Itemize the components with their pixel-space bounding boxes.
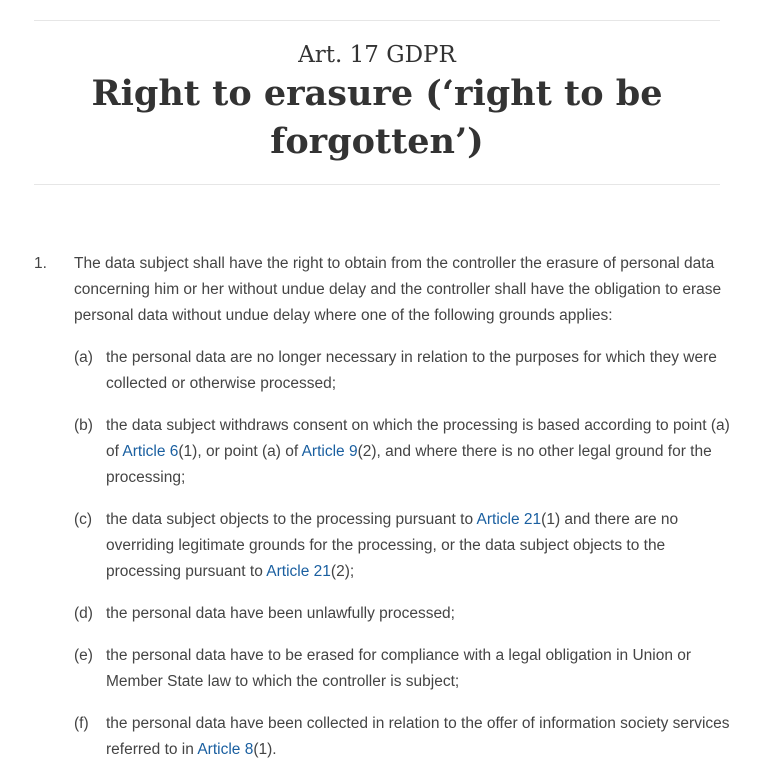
item-label: (c) — [74, 511, 93, 528]
item-text: the personal data have to be erased for compliance with a legal obligation in Union or Member State law to which the controller is subject; — [106, 647, 692, 690]
item-label: (f) — [74, 715, 89, 732]
list-item-f — [74, 711, 734, 763]
list-item-d — [74, 601, 734, 627]
item-text: (1) and there are no overriding legitimate grounds for the processing, or the data subject objects to the processing pursuant to — [106, 511, 679, 580]
item-text: the personal data have been unlawfully processed; — [106, 605, 455, 622]
article-9-link[interactable]: Article 9 — [301, 443, 358, 460]
list-item-c — [74, 507, 734, 585]
article-title: Right to erasure (‘right to be forgotten’) — [91, 73, 663, 162]
paragraph-number: 1. — [34, 255, 47, 272]
article-21-link[interactable]: Article 21 — [266, 563, 331, 580]
item-text: the personal data have been collected in relation to the offer of information society services referred to in — [106, 715, 730, 758]
item-text: the data subject withdraws consent on which the processing is based according to point (a) of — [106, 417, 730, 460]
article-header — [34, 40, 720, 166]
item-label: (d) — [74, 605, 93, 622]
list-item-a — [74, 345, 734, 397]
article-8-link[interactable]: Article 8 — [197, 741, 254, 758]
header-bottom-divider — [34, 184, 720, 185]
item-label: (b) — [74, 417, 93, 434]
item-text: the personal data are no longer necessary in relation to the purposes for which they were collected or otherwise processed; — [106, 349, 717, 392]
item-text: (1), or point (a) of — [178, 443, 302, 460]
article-21-link[interactable]: Article 21 — [476, 511, 542, 528]
article-6-link[interactable]: Article 6 — [122, 443, 179, 460]
item-text: (2); — [330, 563, 355, 580]
item-text: the data subject objects to the processing pursuant to — [106, 511, 477, 528]
list-item-b — [74, 413, 734, 491]
item-label: (e) — [74, 647, 93, 664]
article-content — [34, 251, 734, 779]
list-item-e — [74, 643, 734, 695]
item-label: (a) — [74, 349, 93, 366]
paragraph-text: The data subject shall have the right to obtain from the controller the erasure of personal data concerning him or her without undue delay and the controller shall have the obligation to erase personal data without undue delay where one of the following grounds applies: — [74, 255, 722, 324]
item-text: (1). — [253, 741, 277, 758]
article-number: Art. 17 GDPR — [298, 42, 456, 68]
header-top-divider — [34, 20, 720, 21]
item-text: (2), and where there is no other legal ground for the processing; — [106, 443, 712, 486]
grounds-list — [74, 345, 734, 763]
paragraph-1 — [34, 251, 734, 763]
